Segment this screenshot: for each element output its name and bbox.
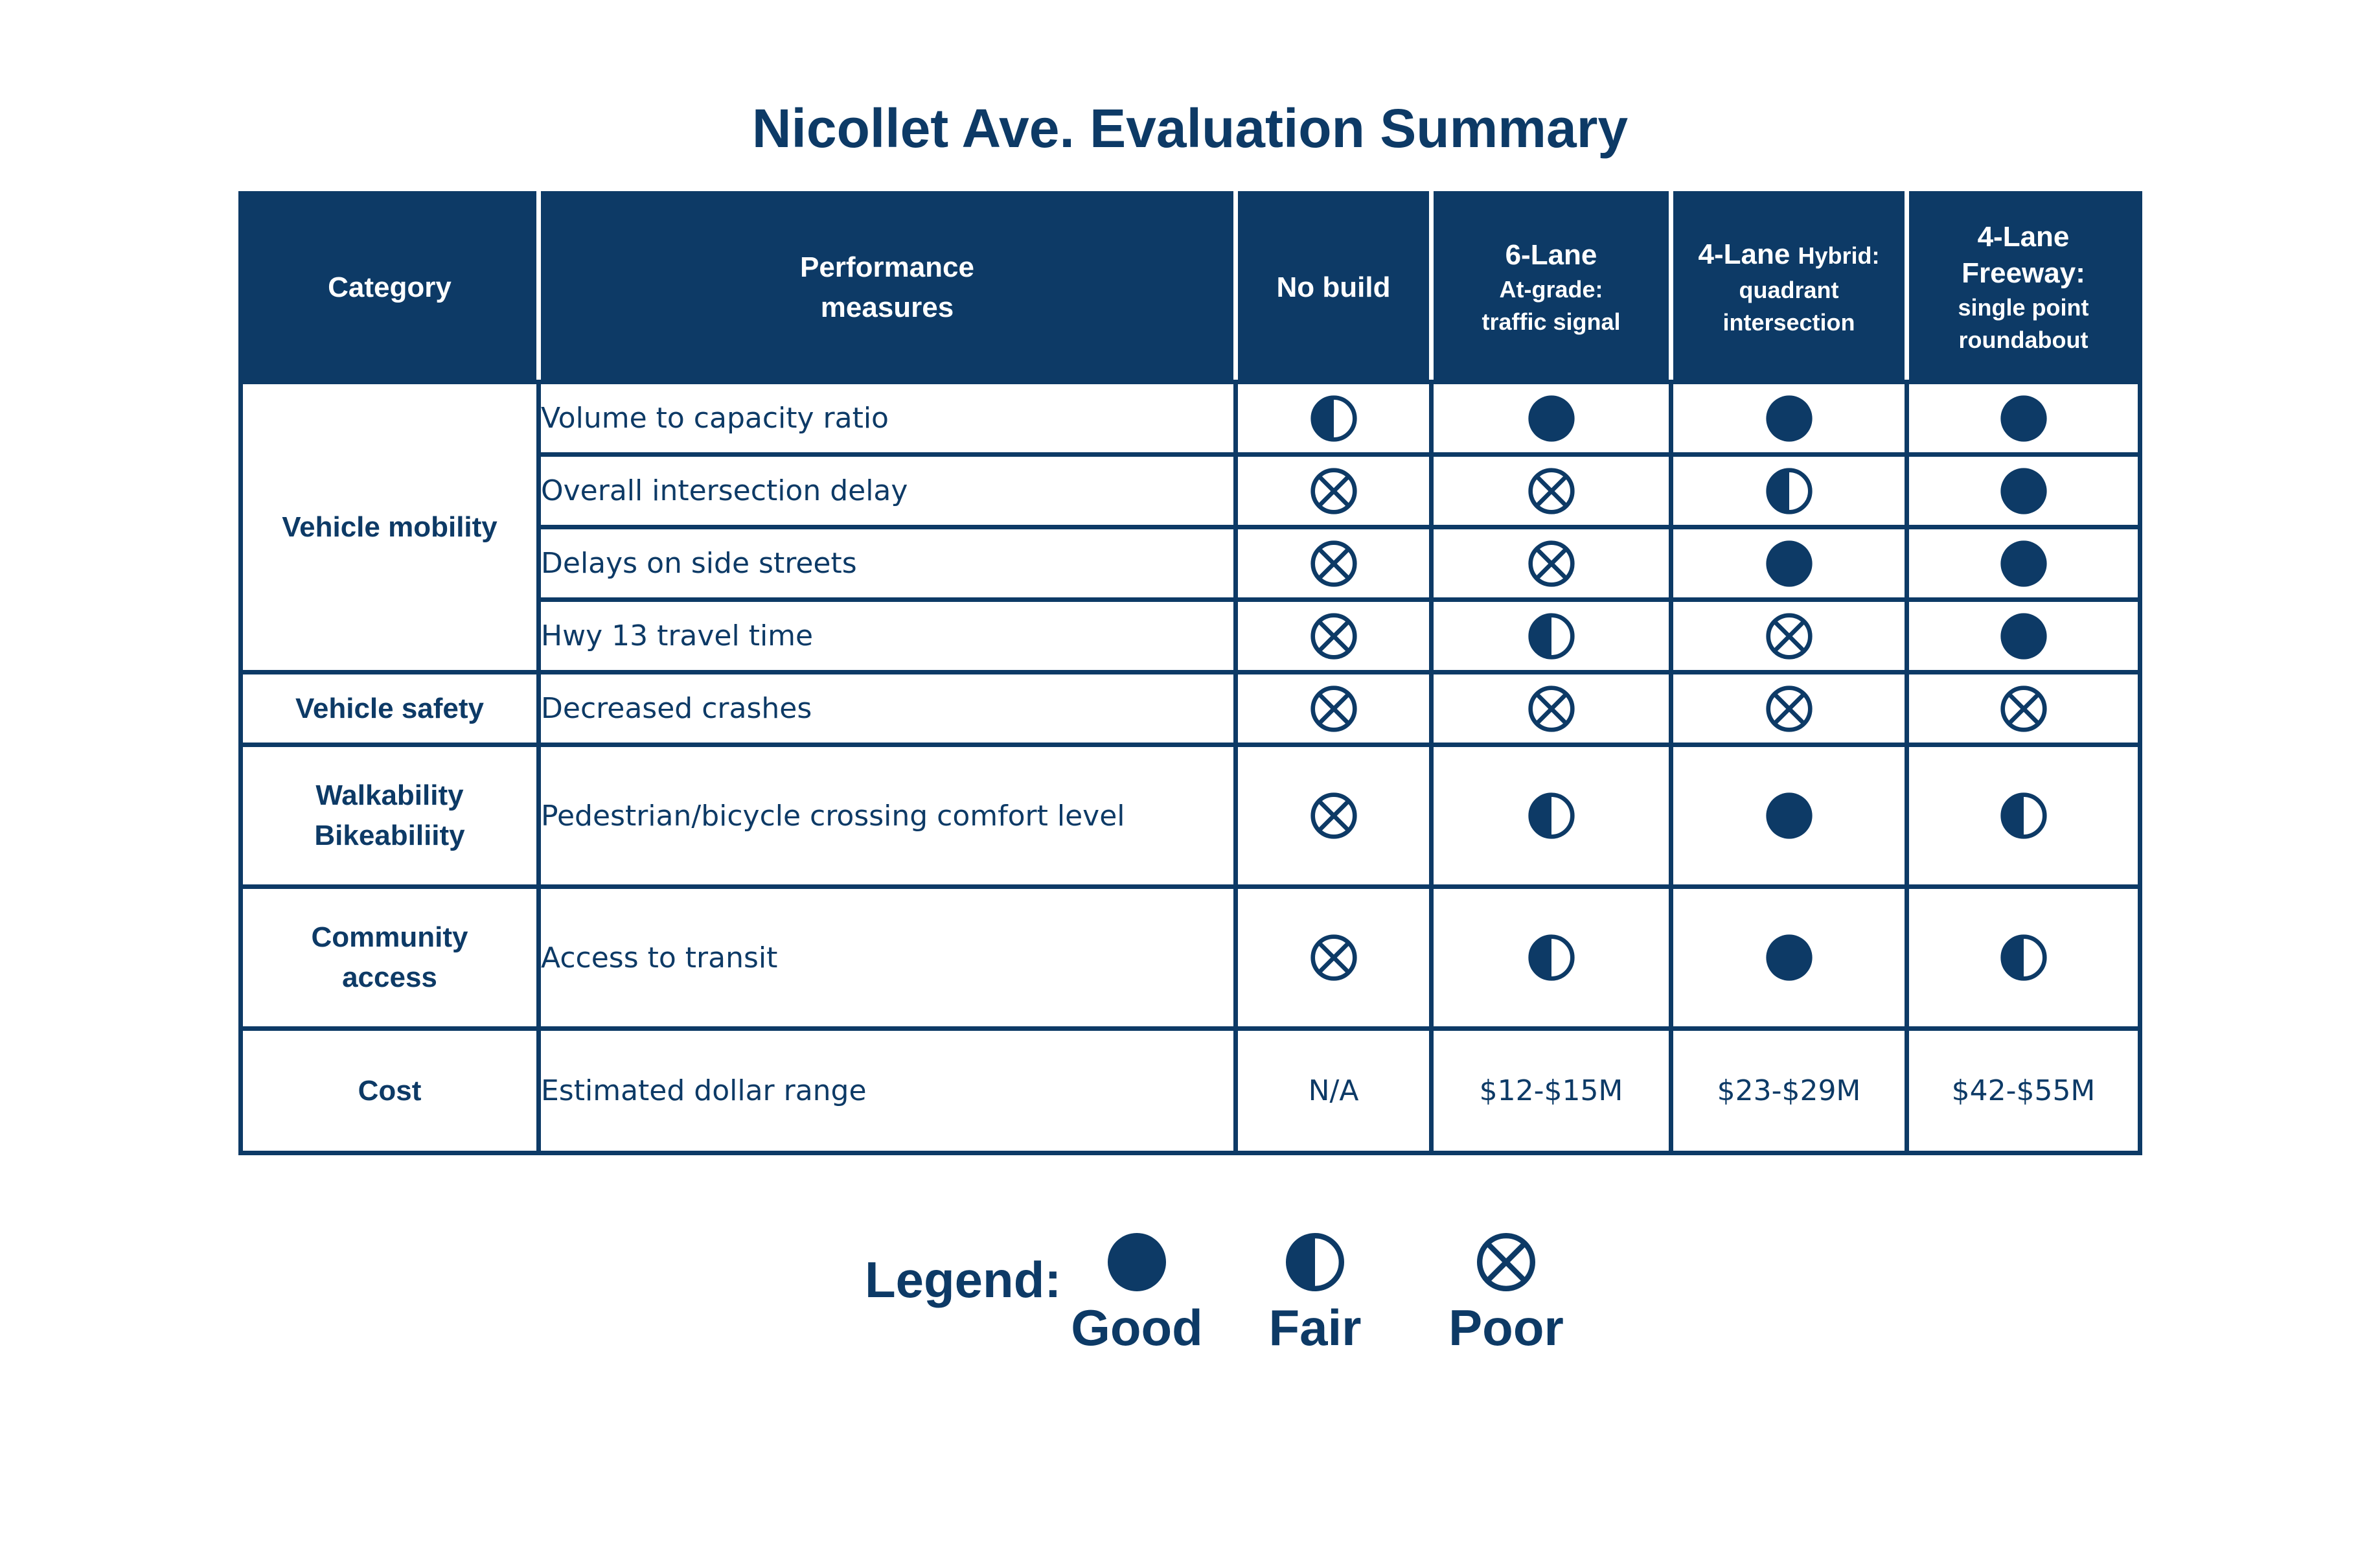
category-cost: Cost (241, 1029, 539, 1153)
table-row (241, 673, 2140, 745)
fair-half-circle-icon (1527, 630, 1576, 641)
rating-cell (1432, 527, 1671, 600)
good-circle-icon (1527, 413, 1576, 424)
good-circle-icon (1999, 558, 2048, 569)
poor-x-circle-icon (1765, 703, 1814, 714)
fair-half-circle-icon (1765, 485, 1814, 496)
rating-cell (1671, 600, 1907, 673)
poor-x-circle-icon (1765, 630, 1814, 641)
category-vehicle-mobility: Vehicle mobility (241, 382, 539, 673)
header-no-build: No build (1236, 194, 1432, 382)
fair-half-circle-icon (1999, 952, 2048, 963)
measure-cell: Overall intersection delay (539, 455, 1236, 527)
fair-half-circle-icon (1527, 952, 1576, 963)
rating-cell (1671, 887, 1907, 1029)
rating-cell (1236, 600, 1432, 673)
rating-cell (1432, 745, 1671, 887)
rating-cell (1671, 673, 1907, 745)
good-circle-icon (1106, 1256, 1168, 1267)
poor-x-circle-icon (1309, 558, 1358, 569)
measure-cell: Decreased crashes (539, 673, 1236, 745)
rating-cell (1236, 745, 1432, 887)
rating-cell (1236, 382, 1432, 455)
poor-x-circle-icon (1527, 703, 1576, 714)
rating-cell (1236, 455, 1432, 527)
legend-label-good: Good (1071, 1299, 1203, 1356)
category-walkability-bikeability: Walkability Bikeabiliity (241, 745, 539, 887)
poor-x-circle-icon (1999, 703, 2048, 714)
good-circle-icon (1765, 558, 1814, 569)
rating-cell (1907, 455, 2140, 527)
rating-cell (1236, 673, 1432, 745)
legend (865, 1231, 1577, 1380)
legend-item-fair (1237, 1231, 1393, 1357)
rating-cell (1671, 455, 1907, 527)
legend-item-good (1059, 1231, 1215, 1357)
cost-cell-4-lane-hybrid: $23-$29M (1671, 1029, 1907, 1153)
rating-cell (1907, 600, 2140, 673)
rating-cell (1236, 887, 1432, 1029)
header-category: Category (241, 194, 539, 382)
poor-x-circle-icon (1527, 558, 1576, 569)
rating-cell (1907, 673, 2140, 745)
rating-cell (1907, 382, 2140, 455)
table-row (241, 745, 2140, 887)
poor-x-circle-icon (1309, 703, 1358, 714)
poor-x-circle-icon (1309, 630, 1358, 641)
cost-cell-no-build: N/A (1236, 1029, 1432, 1153)
rating-cell (1432, 887, 1671, 1029)
poor-x-circle-icon (1527, 485, 1576, 496)
rating-cell (1907, 527, 2140, 600)
poor-x-circle-icon (1309, 952, 1358, 963)
legend-label-poor: Poor (1448, 1299, 1564, 1356)
good-circle-icon (1999, 485, 2048, 496)
legend-item-poor (1428, 1231, 1584, 1357)
table-row (241, 1029, 2140, 1153)
page-title: Nicollet Ave. Evaluation Summary (751, 98, 1629, 159)
fair-half-circle-icon (1309, 413, 1358, 424)
measure-cell: Estimated dollar range (539, 1029, 1236, 1153)
measure-cell: Hwy 13 travel time (539, 600, 1236, 673)
rating-cell (1432, 382, 1671, 455)
category-vehicle-safety: Vehicle safety (241, 673, 539, 745)
header-6-lane: 6-Lane At-grade: traffic signal (1432, 194, 1671, 382)
poor-x-circle-icon (1309, 810, 1358, 821)
rating-cell (1236, 527, 1432, 600)
poor-x-circle-icon (1309, 485, 1358, 496)
rating-cell (1671, 527, 1907, 600)
rating-cell (1432, 673, 1671, 745)
fair-half-circle-icon (1999, 810, 2048, 821)
table-row (241, 887, 2140, 1029)
legend-title: Legend: (865, 1251, 1062, 1308)
cost-cell-4-lane-freeway: $42-$55M (1907, 1029, 2140, 1153)
legend-label-fair: Fair (1268, 1299, 1362, 1356)
good-circle-icon (1765, 810, 1814, 821)
rating-cell (1907, 745, 2140, 887)
category-community-access: Community access (241, 887, 539, 1029)
rating-cell (1671, 745, 1907, 887)
fair-half-circle-icon (1527, 810, 1576, 821)
header-row (241, 194, 2140, 382)
measure-cell: Volume to capacity ratio (539, 382, 1236, 455)
measure-cell: Delays on side streets (539, 527, 1236, 600)
header-performance-measures: Performance measures (539, 194, 1236, 382)
good-circle-icon (1765, 952, 1814, 963)
table-row (241, 382, 2140, 455)
rating-cell (1907, 887, 2140, 1029)
fair-half-circle-icon (1284, 1256, 1346, 1267)
cost-cell-6-lane: $12-$15M (1432, 1029, 1671, 1153)
header-4-lane-hybrid: 4-Lane Hybrid: quadrant intersection (1671, 194, 1907, 382)
measure-cell: Access to transit (539, 887, 1236, 1029)
good-circle-icon (1999, 630, 2048, 641)
evaluation-table (238, 191, 2142, 1155)
header-4-lane-freeway: 4-Lane Freeway: single point roundabout (1907, 194, 2140, 382)
good-circle-icon (1765, 413, 1814, 424)
rating-cell (1432, 600, 1671, 673)
measure-cell: Pedestrian/bicycle crossing comfort level (539, 745, 1236, 887)
poor-x-circle-icon (1475, 1256, 1537, 1267)
rating-cell (1671, 382, 1907, 455)
good-circle-icon (1999, 413, 2048, 424)
rating-cell (1432, 455, 1671, 527)
